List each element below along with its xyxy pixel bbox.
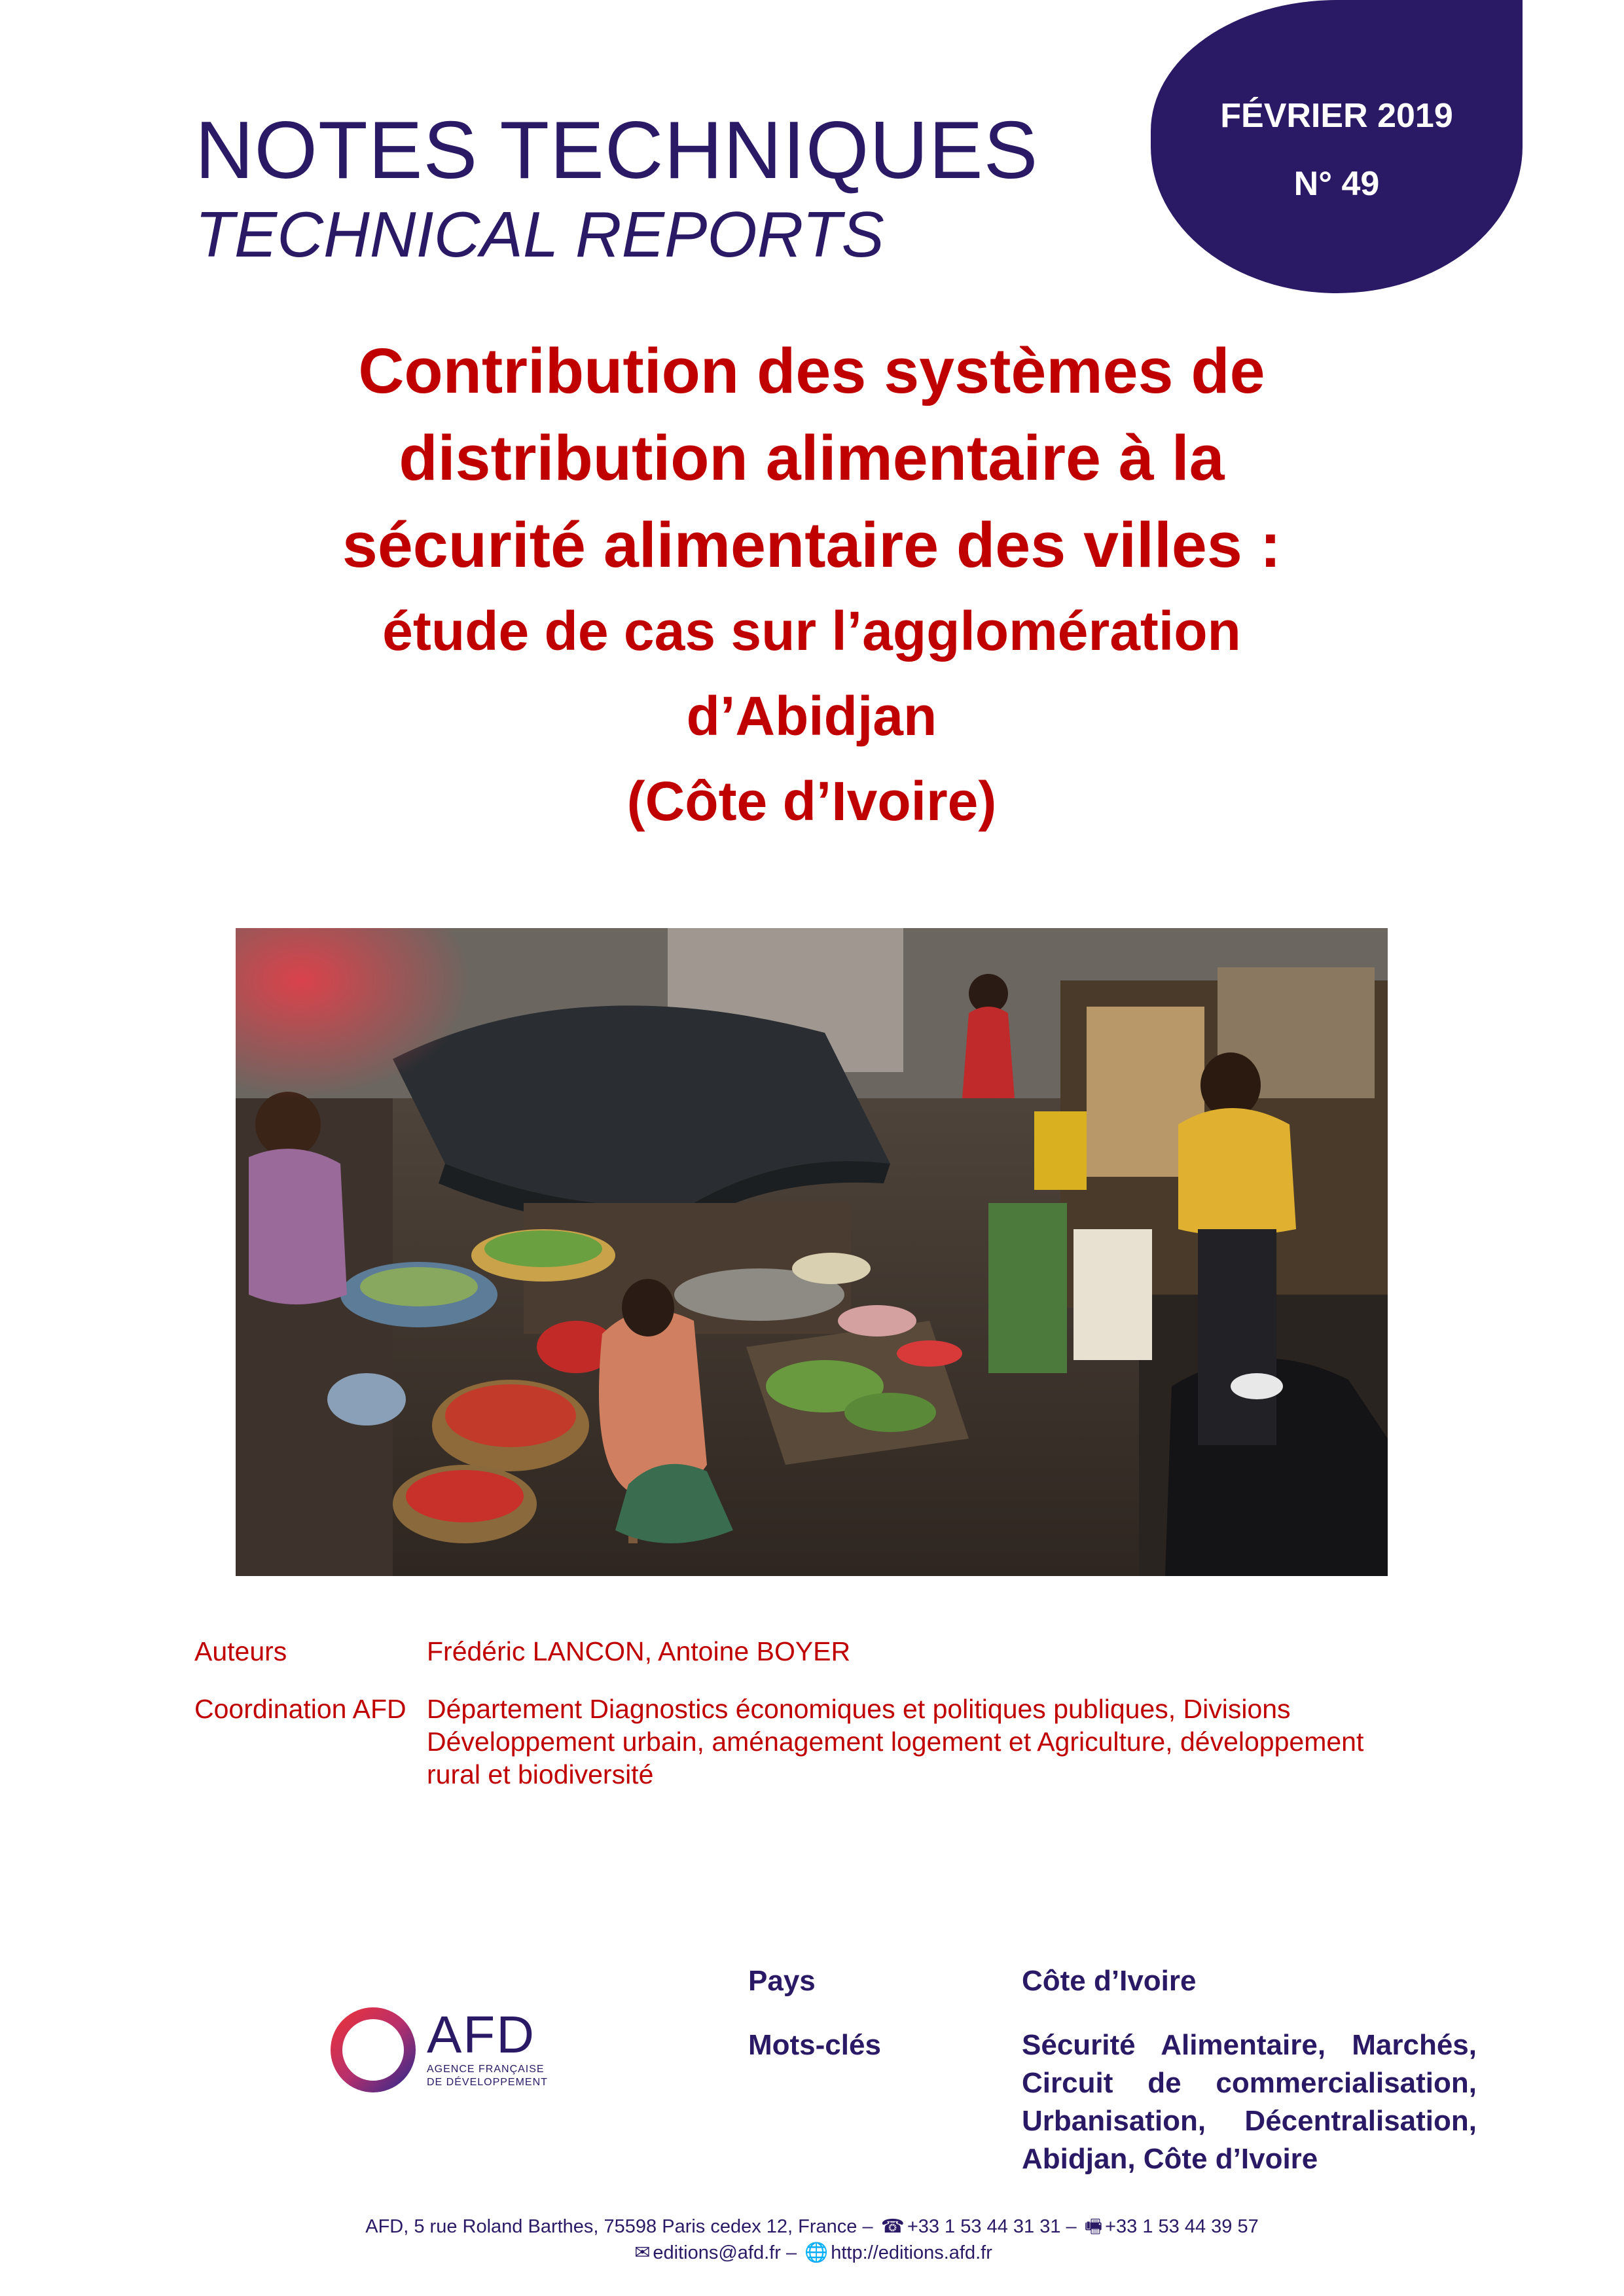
report-title xyxy=(157,327,1466,844)
country-value: Côte d’Ivoire xyxy=(1022,1965,1197,1997)
issue-badge xyxy=(1151,0,1523,293)
coordination-value: Département Diagnostics économiques et politiques publiques, Divisions Développement urbain, aménagement logement et Agriculture, développement rural et biodiversité xyxy=(427,1694,1364,1789)
keywords-row xyxy=(748,2026,1477,2178)
footer-website[interactable]: http://editions.afd.fr xyxy=(831,2242,992,2263)
authors-row xyxy=(194,1635,1409,1668)
title-line-1: Contribution des systèmes de xyxy=(358,335,1265,406)
email-icon: ✉ xyxy=(634,2242,651,2263)
footer-address: AFD, 5 rue Roland Barthes, 75598 Paris cedex 12, France – xyxy=(365,2216,873,2237)
metadata xyxy=(748,1962,1477,2204)
title-line-3: sécurité alimentaire des villes : xyxy=(342,509,1282,581)
footer-email[interactable]: editions@afd.fr – xyxy=(653,2242,797,2263)
keywords-value: Sécurité Alimentaire, Marchés, Circuit de commercialisation, Urbanisation, Décentralisation, Abidjan, Côte d’Ivoire xyxy=(1022,2029,1477,2175)
issue-number: N° 49 xyxy=(1293,165,1380,203)
country-row xyxy=(748,1962,1477,2000)
series-title-fr: NOTES TECHNIQUES xyxy=(195,105,1039,196)
footer xyxy=(0,2214,1624,2266)
globe-icon: 🌐 xyxy=(804,2242,829,2263)
series-title xyxy=(195,105,1038,271)
coordination-row xyxy=(194,1693,1409,1791)
afd-logo-name: AFD xyxy=(427,2005,535,2064)
title-line-4: étude de cas sur l’agglomération xyxy=(382,600,1241,662)
fax-icon: 🖷 xyxy=(1084,2216,1103,2237)
footer-line-1 xyxy=(0,2214,1624,2240)
title-line-6: (Côte d’Ivoire) xyxy=(626,770,997,832)
afd-logo-subtitle-2: DE DÉVELOPPEMENT xyxy=(427,2077,548,2088)
footer-fax: +33 1 53 44 39 57 xyxy=(1105,2216,1259,2237)
footer-line-2 xyxy=(0,2240,1624,2266)
keywords-label: Mots-clés xyxy=(748,2029,881,2061)
title-line-5: d’Abidjan xyxy=(686,685,937,747)
cover-photo-market xyxy=(236,928,1388,1576)
market-illustration xyxy=(236,928,1388,1576)
title-line-2: distribution alimentaire à la xyxy=(399,422,1225,493)
phone-icon: ☎ xyxy=(880,2216,905,2237)
series-title-en: TECHNICAL REPORTS xyxy=(195,198,884,270)
afd-logo-subtitle-1: AGENCE FRANÇAISE xyxy=(427,2064,545,2075)
coordination-label: Coordination AFD xyxy=(194,1694,406,1724)
authors-value: Frédéric LANCON, Antoine BOYER xyxy=(427,1636,851,1666)
credits xyxy=(194,1635,1409,1816)
authors-label: Auteurs xyxy=(194,1636,287,1666)
afd-logo-text xyxy=(427,2007,548,2089)
footer-phone[interactable]: +33 1 53 44 31 31 – xyxy=(907,2216,1077,2237)
afd-logo-ring-icon xyxy=(327,2004,419,2096)
issue-date: FÉVRIER 2019 xyxy=(1220,97,1453,135)
country-label: Pays xyxy=(748,1965,816,1997)
afd-logo xyxy=(327,1996,550,2108)
